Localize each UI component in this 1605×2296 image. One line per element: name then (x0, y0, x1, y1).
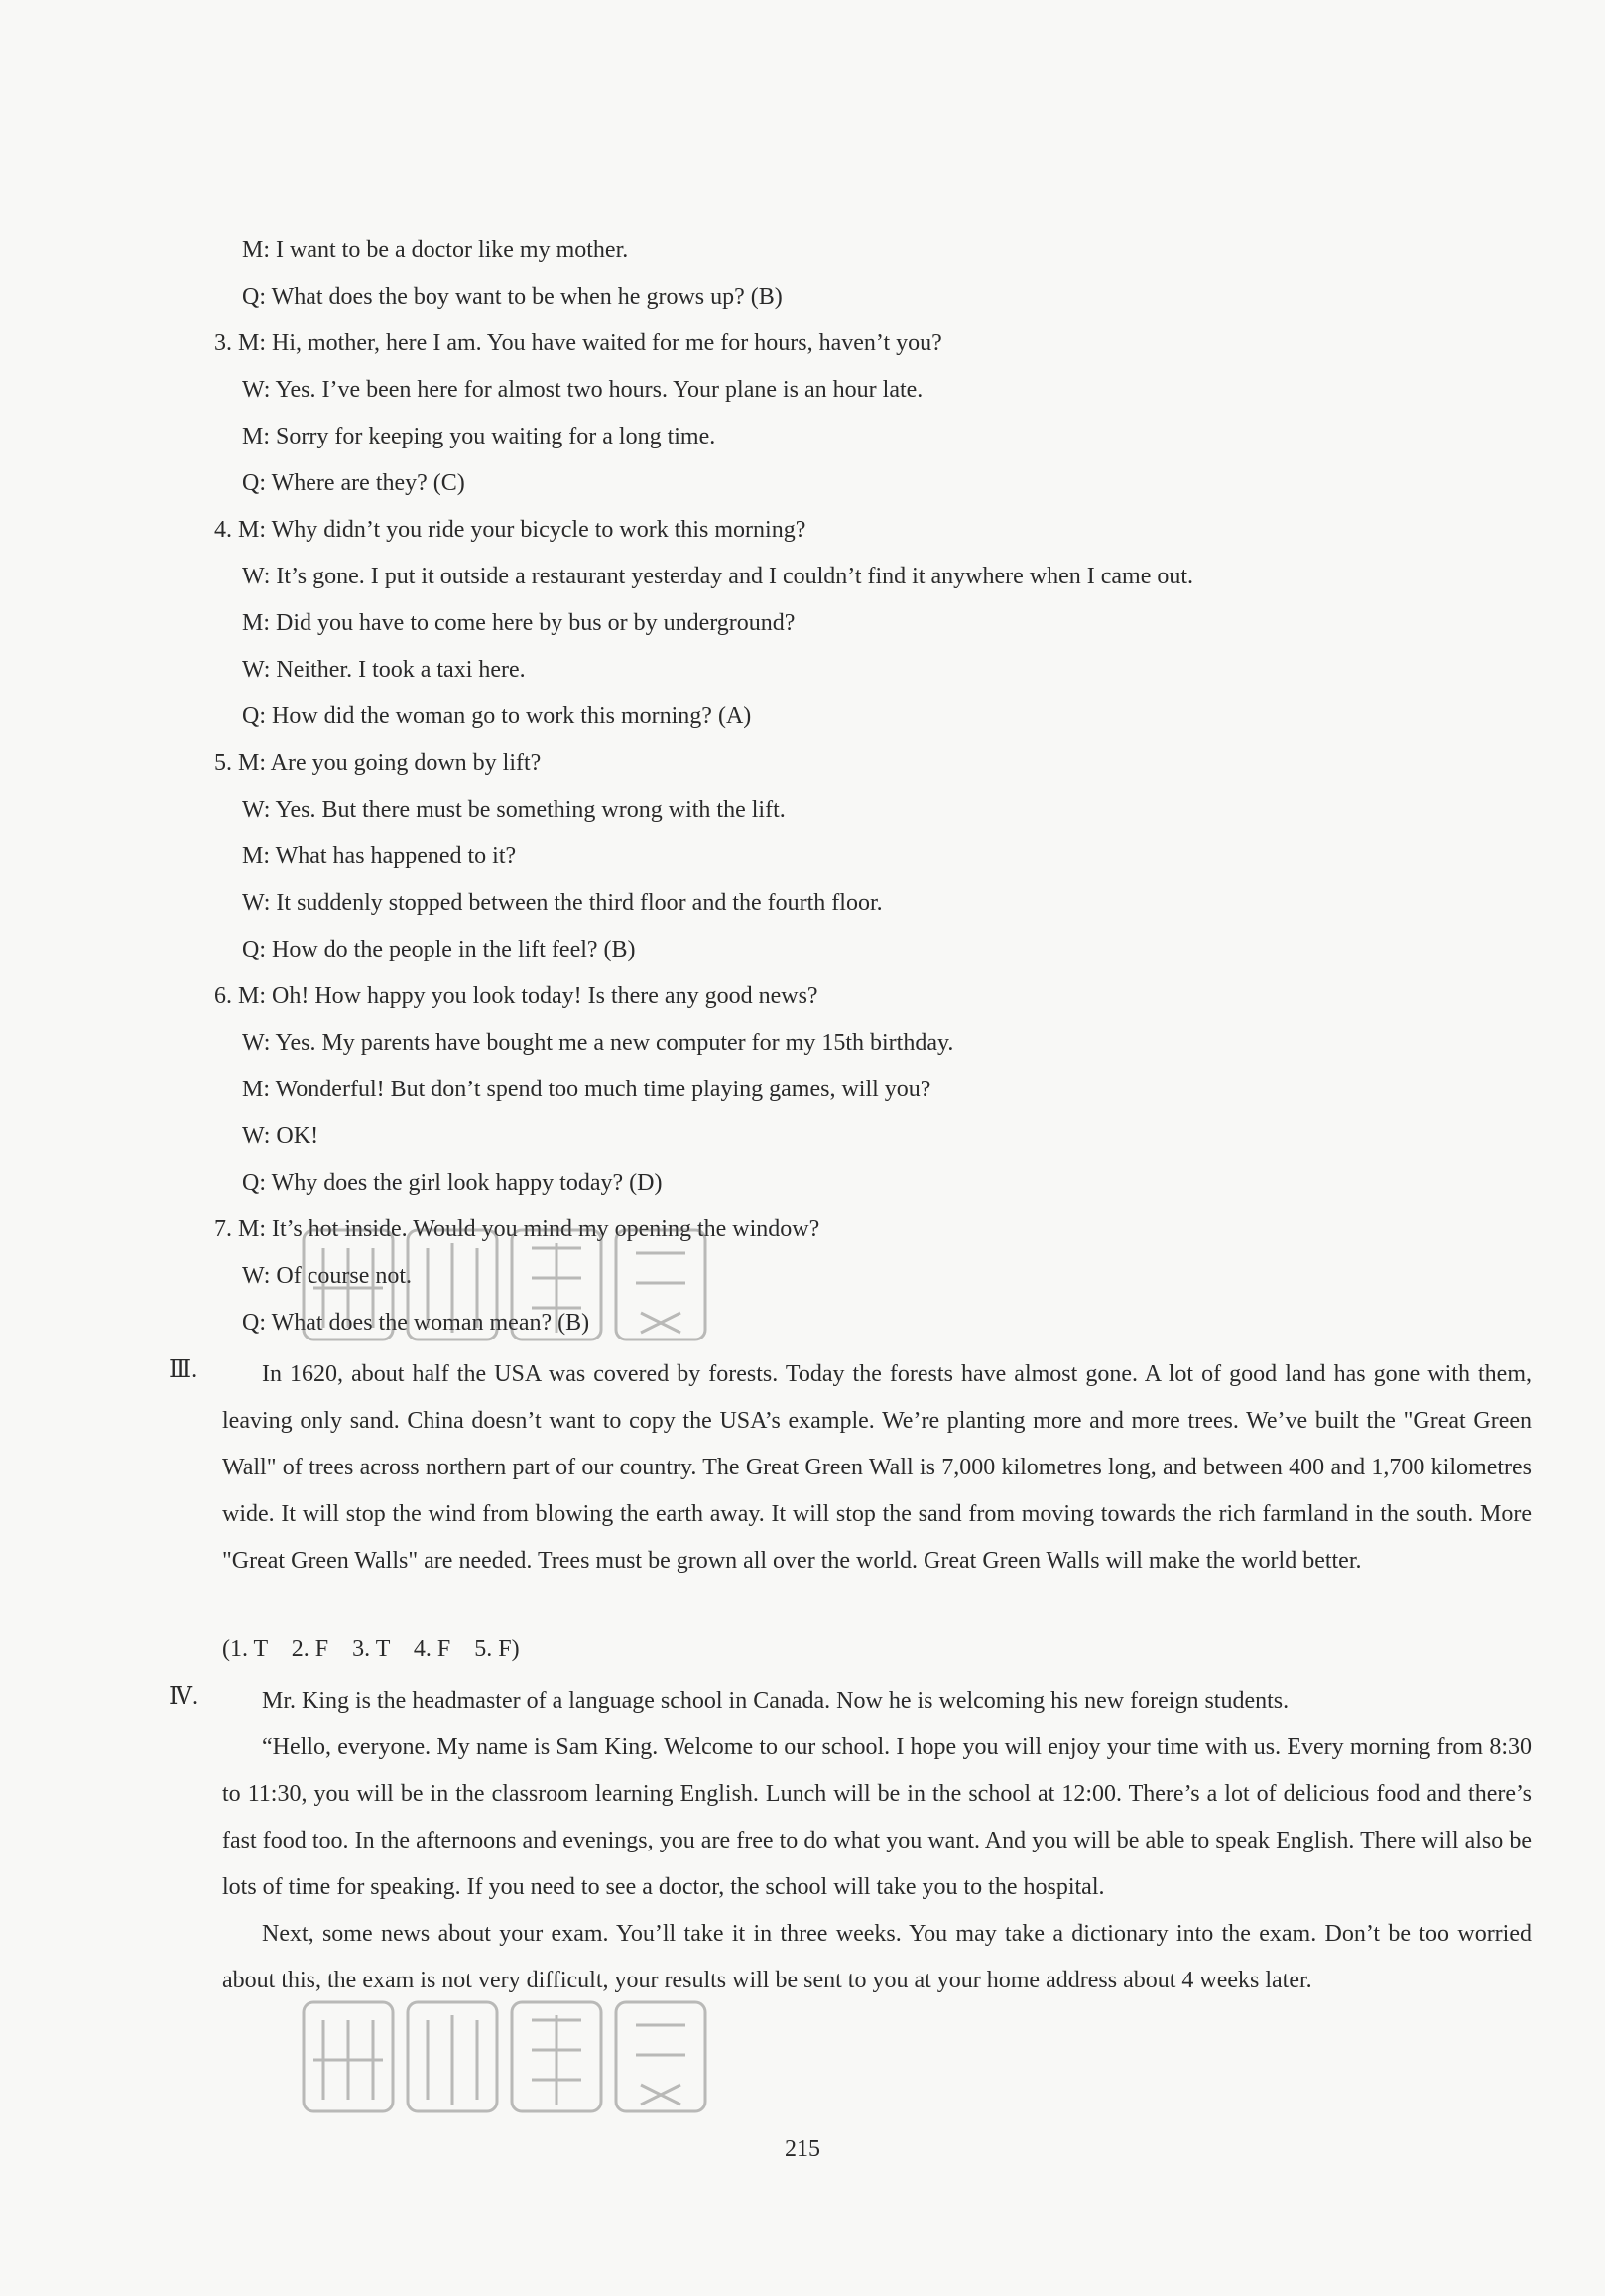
section-3-passage (222, 1351, 1532, 1585)
dialogue-line: 7. M: It’s hot inside. Would you mind my opening the window? (214, 1216, 820, 1242)
dialogue-line: 3. M: Hi, mother, here I am. You have waited for me for hours, haven’t you? (214, 330, 942, 356)
dialogue-line: M: What has happened to it? (242, 843, 517, 869)
dialogue-line: 4. M: Why didn’t you ride your bicycle to work this morning? (214, 517, 806, 543)
dialogue-line: Q: What does the woman mean? (B) (242, 1310, 590, 1336)
dialogue-line: W: Of course not. (242, 1263, 413, 1289)
dialogue-line: M: Sorry for keeping you waiting for a long time. (242, 424, 716, 449)
dialogue-line: W: It’s gone. I put it outside a restaurant yesterday and I couldn’t find it anywhere when I came out. (242, 564, 1194, 589)
dialogue-line: M: Did you have to come here by bus or by underground? (242, 610, 796, 636)
dialogue-line: Q: How do the people in the lift feel? (B) (242, 937, 636, 962)
dialogue-line: W: OK! (242, 1123, 319, 1149)
section-4-intro: Mr. King is the headmaster of a language school in Canada. Now he is welcoming his new foreign students. (262, 1688, 1290, 1714)
section-4-numeral: Ⅳ. (169, 1684, 198, 1710)
dialogue-line: M: I want to be a doctor like my mother. (242, 237, 629, 263)
section-3-text: In 1620, about half the USA was covered by forests. Today the forests have almost gone. A lot of good land has gone with them, leaving only sand. China doesn’t want to copy the USA’s example. We’re planting more and more trees. We’ve built the "Great Green Wall" of trees across northern part of our country. The Great Green Wall is 7,000 kilometres long, and between 400 and 1,700 kilometres wide. It will stop the wind from blowing the earth away. It will stop the sand from moving towards the rich farmland in the south. More "Great Green Walls" are needed. Trees must be grown all over the world. Great Green Walls will make the world better. (222, 1361, 1532, 1574)
dialogue-line: W: It suddenly stopped between the third floor and the fourth floor. (242, 890, 883, 916)
dialogue-line: Q: How did the woman go to work this morning? (A) (242, 703, 752, 729)
page-number: 215 (785, 2136, 820, 2162)
watermark-stamp-lower (294, 1990, 730, 2129)
dialogue-line: 6. M: Oh! How happy you look today! Is there any good news? (214, 983, 818, 1009)
dialogue-line: Q: Where are they? (C) (242, 470, 465, 496)
section-4-paragraph-2: Next, some news about your exam. You’ll take it in three weeks. You may take a dictionary into the exam. Don’t be too worried about this, the exam is not very difficult, your results will be sent to you at your home address about 4 weeks later. (222, 1921, 1532, 1993)
dialogue-line: W: Yes. But there must be something wrong with the lift. (242, 797, 786, 823)
dialogue-line: 5. M: Are you going down by lift? (214, 750, 542, 776)
dialogue-line: W: Neither. I took a taxi here. (242, 657, 526, 683)
dialogue-line: W: Yes. My parents have bought me a new computer for my 15th birthday. (242, 1030, 954, 1056)
section-3-answers: (1. T 2. F 3. T 4. F 5. F) (222, 1636, 520, 1662)
dialogue-line: W: Yes. I’ve been here for almost two hours. Your plane is an hour late. (242, 377, 924, 403)
section-4-passage (222, 1678, 1532, 2004)
dialogue-line: M: Wonderful! But don’t spend too much time playing games, will you? (242, 1077, 931, 1102)
dialogue-line: Q: Why does the girl look happy today? (D) (242, 1170, 663, 1196)
section-4-paragraph-1: “Hello, everyone. My name is Sam King. Welcome to our school. I hope you will enjoy your time with us. Every morning from 8:30 to 11:30, you will be in the classroom learning English. Lunch will be in the school at 12:00. There’s a lot of delicious food and there’s fast food too. In the afternoons and evenings, you are free to do what you want. And you will be able to speak English. There will also be lots of time for speaking. If you need to see a doctor, the school will take you to the hospital. (222, 1734, 1532, 1900)
section-3-numeral: Ⅲ. (169, 1357, 198, 1383)
dialogue-line: Q: What does the boy want to be when he grows up? (B) (242, 284, 783, 310)
watermark-stamp-upper (294, 1218, 730, 1357)
